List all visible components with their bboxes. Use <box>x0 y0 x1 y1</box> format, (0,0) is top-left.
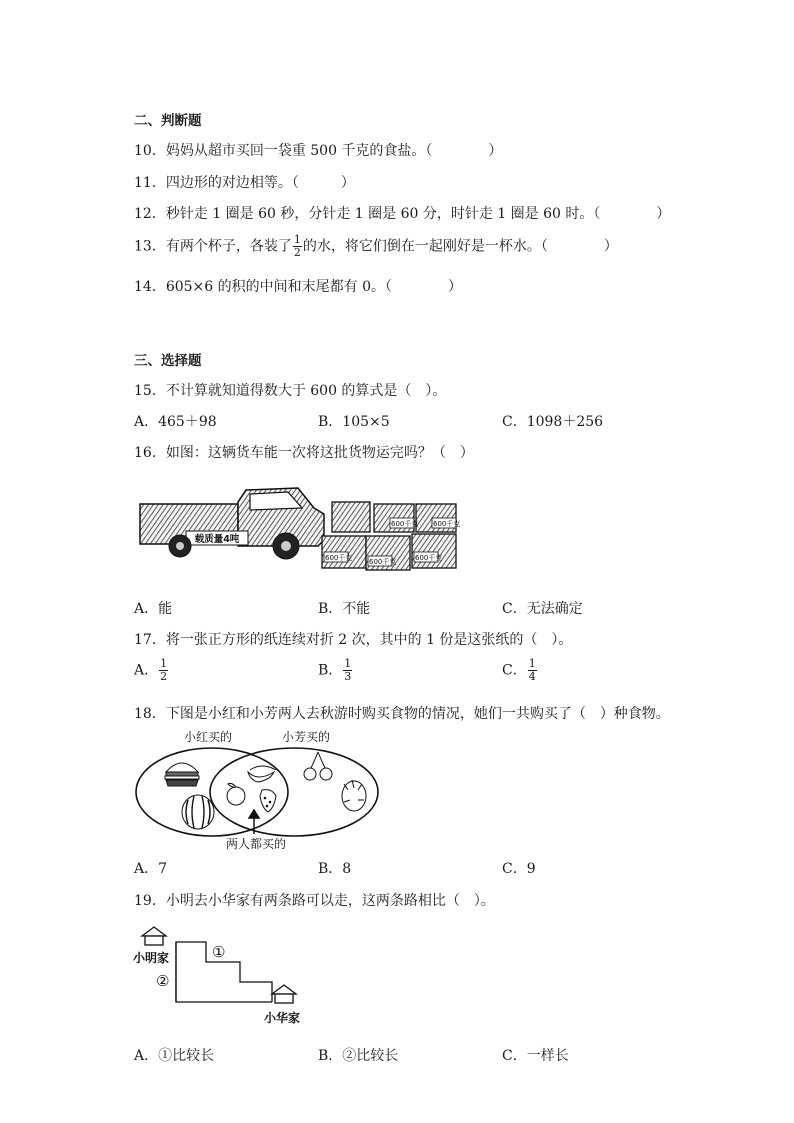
option-prefix: C． <box>502 662 527 679</box>
frac-numerator: 1 <box>344 657 352 670</box>
q19-option-c[interactable]: C．一样长 <box>502 1048 569 1064</box>
cherry-icon <box>304 752 332 780</box>
section-title-judgement: 二、判断题 <box>134 113 202 129</box>
question-13-after: 的水，将它们倒在一起刚好是一杯水。（ ） <box>302 238 618 255</box>
route-figure <box>130 924 320 1030</box>
frac-numerator: 1 <box>293 233 301 246</box>
dragon-fruit-icon <box>342 780 366 811</box>
q16-option-b[interactable]: B．不能 <box>318 601 371 617</box>
truck-icon <box>140 488 324 559</box>
question-17: 17．将一张正方形的纸连续对折 2 次，其中的 1 份是这张纸的（ ）。 <box>134 632 573 648</box>
q19-option-b[interactable]: B．②比较长 <box>318 1048 399 1064</box>
watermelon-icon <box>182 795 214 829</box>
box-label: 600千克 <box>415 554 443 562</box>
fraction <box>159 658 168 683</box>
home-label-xiaohua: 小华家 <box>264 1011 301 1025</box>
box-label: 600千克 <box>325 554 353 562</box>
frac-denominator: 3 <box>344 670 352 683</box>
question-11: 11．四边形的对边相等。（ ） <box>134 175 355 191</box>
fraction <box>528 658 537 683</box>
section-title-choice: 三、选择题 <box>134 353 202 369</box>
q16-option-c[interactable]: C．无法确定 <box>502 601 583 617</box>
question-19: 19．小明去小华家有两条路可以走，这两条路相比（ ）。 <box>134 893 495 909</box>
option-prefix: A． <box>134 662 159 679</box>
strawberry-icon <box>260 790 276 812</box>
truck-cargo-figure <box>138 484 460 576</box>
q17-option-c[interactable] <box>502 658 538 683</box>
venn-label-left: 小红买的 <box>184 730 233 744</box>
question-13 <box>134 234 618 259</box>
truck-label: 载质量4吨 <box>194 534 240 545</box>
question-16: 16．如图：这辆货车能一次将这批货物运完吗？（ ） <box>134 445 474 461</box>
venn-label-right: 小芳买的 <box>282 730 331 744</box>
q15-option-b[interactable]: B．105×5 <box>318 414 390 430</box>
option-prefix: B． <box>318 662 343 679</box>
q18-option-b[interactable]: B．8 <box>318 861 352 877</box>
question-10: 10．妈妈从超市买回一袋重 500 千克的食盐。（ ） <box>134 143 503 159</box>
box-label: 600千克 <box>391 520 419 528</box>
q16-option-a[interactable]: A．能 <box>134 601 173 617</box>
home-label-xiaoming: 小明家 <box>133 951 170 965</box>
house-icon <box>272 985 296 1003</box>
box-label: 600千克 <box>369 558 397 566</box>
q19-option-a[interactable]: A．①比较长 <box>134 1048 215 1064</box>
route-1-marker: ① <box>212 943 226 961</box>
frac-denominator: 2 <box>160 670 168 683</box>
question-18: 18．下图是小红和小芳两人去秋游时购买食物的情况，她们一共购买了（ ）种食物。 <box>134 706 670 722</box>
banana-icon <box>248 766 276 782</box>
hamburger-icon <box>165 763 199 786</box>
question-12: 12．秒针走 1 圈是 60 秒，分针走 1 圈是 60 分，时针走 1 圈是 60 时。（ ） <box>134 206 671 222</box>
frac-numerator: 1 <box>528 657 536 670</box>
peach-icon <box>227 783 245 805</box>
venn-label-both: 两人都买的 <box>226 837 287 851</box>
frac-numerator: 1 <box>160 657 168 670</box>
route-2-marker: ② <box>156 972 170 990</box>
question-15: 15．不计算就知道得数大于 600 的算式是（ ）。 <box>134 383 447 399</box>
q18-option-c[interactable]: C．9 <box>502 861 536 877</box>
frac-denominator: 2 <box>293 246 301 259</box>
house-icon <box>142 927 166 945</box>
q17-option-b[interactable] <box>318 658 353 683</box>
q17-option-a[interactable] <box>134 658 169 683</box>
question-13-before: 13．有两个杯子，各装了 <box>134 238 292 255</box>
fraction-half <box>293 234 302 259</box>
q15-option-a[interactable]: A．465＋98 <box>134 414 217 430</box>
q15-option-c[interactable]: C．1098＋256 <box>502 414 604 430</box>
question-14: 14．605×6 的积的中间和末尾都有 0。（ ） <box>134 279 462 295</box>
box-label: 600千克 <box>433 520 460 528</box>
fraction <box>343 658 352 683</box>
venn-diagram <box>130 726 382 854</box>
q18-option-a[interactable]: A．7 <box>134 861 168 877</box>
frac-denominator: 4 <box>528 670 536 683</box>
